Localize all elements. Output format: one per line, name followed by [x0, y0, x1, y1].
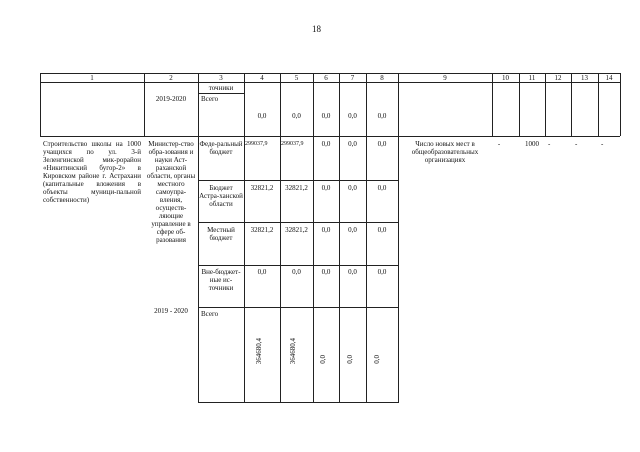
col-line-4 [244, 73, 245, 403]
total-value: 0,0 [346, 355, 354, 364]
value-cell: 0,0 [348, 184, 357, 192]
col-line-6 [313, 73, 314, 403]
period-cell: 2019-2020 [155, 95, 187, 103]
value-cell: 0,0 [257, 112, 267, 120]
source-cell: Вне-бюджет-ные ис-точники [201, 268, 241, 292]
total-value: 364680,4 [289, 338, 297, 365]
total-label: Всего [201, 310, 219, 318]
value-cell: 299037,9 [245, 141, 268, 147]
value-cell: 0,0 [348, 112, 357, 120]
col-line-14 [598, 73, 599, 136]
object-description: Строительство школы на 1000 учащихся по ул. 3-й Зеленгинской мик-рорайон «Никитинский бугор-2» в Кировском районе г. Астрахани (капитальные вложения в объекты муници-пальной собственности) [43, 140, 141, 204]
row-separator [40, 136, 620, 137]
value-cell: 0,0 [321, 226, 331, 234]
header-cell: 4 [260, 74, 264, 82]
cell-separator [198, 222, 398, 223]
col-line-2 [144, 73, 145, 136]
col-line-1 [40, 73, 41, 136]
header-cell: 3 [219, 74, 223, 82]
value-cell: 0,0 [321, 112, 331, 120]
col12-cell: - [548, 140, 551, 148]
header-cell: 5 [294, 74, 299, 82]
cell-separator [198, 180, 398, 181]
source-cell-cont: точники [208, 84, 234, 92]
col-line-9 [398, 73, 399, 403]
value-cell: 0,0 [348, 226, 357, 234]
total-value: 0,0 [373, 355, 381, 364]
period-cell: 2019 - 2020 [154, 307, 188, 315]
executor-cell: Министер-ство обра-зования и науки Аст-раханской области, органы местного самоупра-вления, осуществ-ляющие управление в сфере об-разования [146, 140, 196, 244]
value-cell: 32821,2 [250, 226, 274, 234]
col-line-10 [492, 73, 493, 136]
col-line-11 [519, 73, 520, 136]
indicator-cell: Число новых мест в общеобразовательных организациях [411, 140, 479, 164]
col-line-15 [620, 73, 621, 136]
value-cell: 0,0 [321, 268, 331, 276]
col10-cell: - [497, 140, 501, 148]
value-cell: 0,0 [257, 268, 267, 276]
header-cell: 12 [554, 74, 562, 82]
header-cell: 9 [443, 74, 447, 82]
header-cell: 14 [605, 74, 613, 82]
header-cell: 10 [502, 74, 509, 82]
source-cell: Феде-ральный бюджет [199, 140, 243, 156]
col-line-12 [545, 73, 546, 136]
col11-cell: 1000 [525, 140, 539, 148]
col-line-13 [571, 73, 572, 136]
value-cell: 0,0 [377, 112, 387, 120]
col-line-5 [280, 73, 281, 403]
value-cell: 32821,2 [285, 226, 308, 234]
total-label: Всего [201, 95, 219, 103]
value-cell: 0,0 [377, 140, 387, 148]
value-cell: 32821,2 [285, 184, 308, 192]
value-cell: 0,0 [377, 184, 387, 192]
total-value: 0,0 [319, 355, 327, 364]
header-cell: 11 [528, 74, 536, 82]
value-cell: 0,0 [377, 226, 387, 234]
value-cell: 299037,9 [281, 141, 304, 147]
value-cell: 0,0 [348, 140, 357, 148]
value-cell: 0,0 [348, 268, 357, 276]
total-value: 364680,4 [255, 338, 263, 365]
source-cell: Местный бюджет [207, 226, 235, 242]
cell-separator [198, 265, 398, 266]
col-line-8 [366, 73, 367, 403]
header-cell: 1 [90, 74, 94, 82]
header-cell: 8 [380, 74, 384, 82]
header-cell: 2 [169, 74, 173, 82]
col13-cell: - [575, 140, 578, 148]
value-cell: 0,0 [321, 184, 331, 192]
value-cell: 0,0 [377, 268, 387, 276]
col-line-7 [339, 73, 340, 403]
value-cell: 0,0 [292, 112, 301, 120]
header-cell: 6 [324, 74, 328, 82]
value-cell: 32821,2 [250, 184, 274, 192]
header-cell: 7 [350, 74, 355, 82]
header-cell: 13 [581, 74, 588, 82]
page-number: 18 [312, 24, 321, 34]
col14-cell: - [601, 140, 604, 148]
value-cell: 0,0 [292, 268, 301, 276]
source-cell: Бюджет Астра-ханской области [199, 184, 243, 208]
value-cell: 0,0 [321, 140, 331, 148]
cell-separator [198, 93, 244, 94]
table-border-bottom [198, 402, 398, 403]
header-separator [40, 82, 620, 83]
cell-separator [198, 307, 398, 308]
